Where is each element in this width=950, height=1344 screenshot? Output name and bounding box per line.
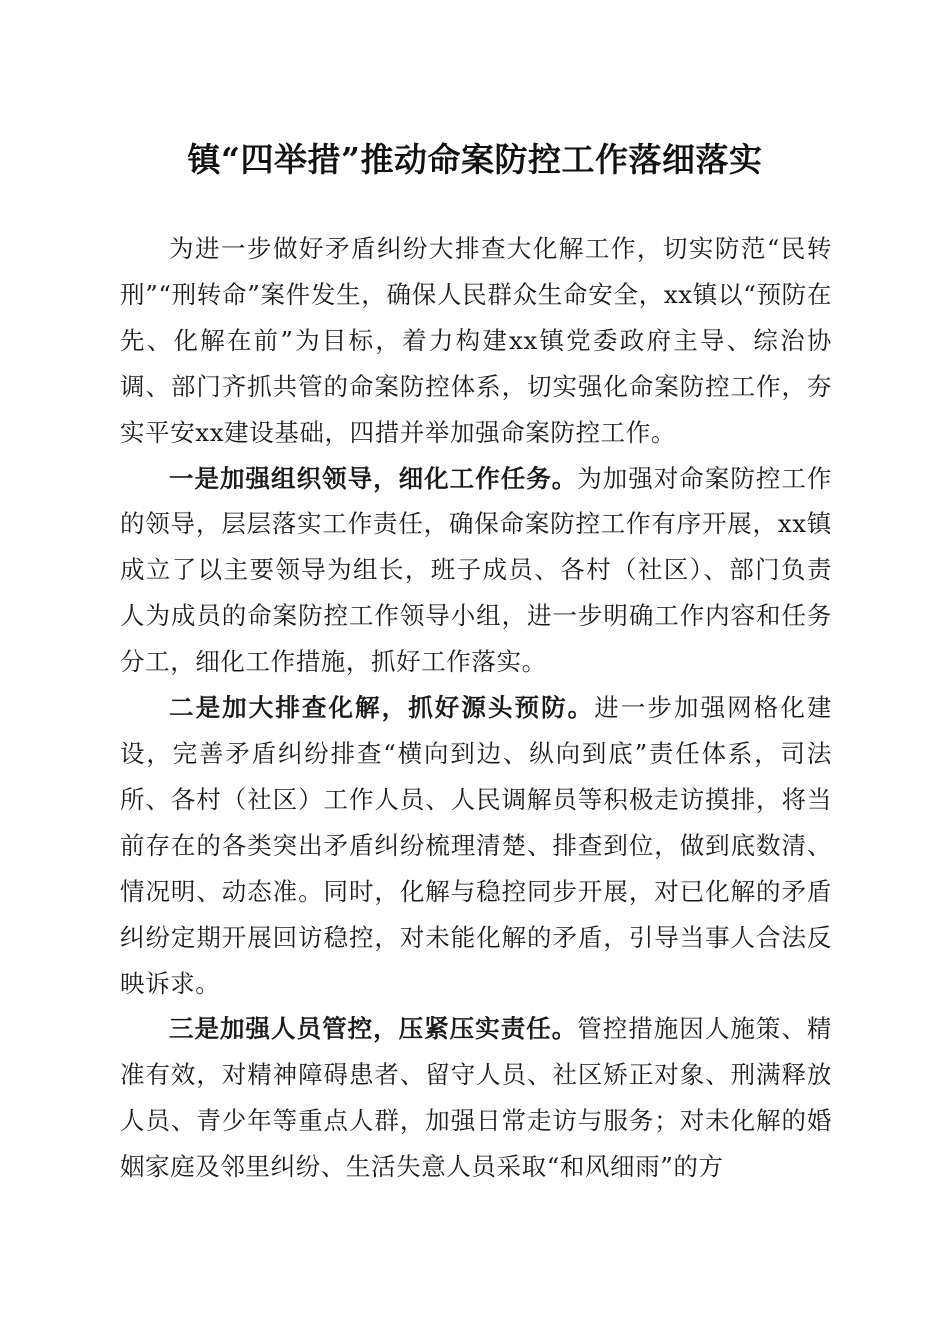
paragraph-lead: 三是加强人员管控，压紧压实责任。 xyxy=(169,1014,578,1044)
paragraph-text: 管控措施因人施策、精准有效，对精神障碍患者、留守人员、社区矫正对象、刑满释放人员、青少年等重点人群，加强日常走访与服务；对未化解的婚姻家庭及邻里纠纷、生活失意人员采取“和风细雨”的方 xyxy=(120,1014,832,1182)
paragraph-text: 为加强对命案防控工作的领导，层层落实工作责任，确保命案防控工作有序开展，xx镇成立了以主要领导为组长，班子成员、各村（社区）、部门负责人为成员的命案防控工作领导小组，进一步明确工作内容和任务分工，细化工作措施，抓好工作落实。 xyxy=(120,463,832,677)
paragraph-lead: 二是加大排查化解，抓好源头预防。 xyxy=(169,693,595,723)
document-title: 镇“四举措”推动命案防控工作落细落实 xyxy=(187,140,763,179)
paragraph-measure-3 xyxy=(120,1006,832,1190)
paragraph-intro xyxy=(120,226,832,456)
paragraph-measure-2 xyxy=(120,685,832,1006)
paragraph-measure-1 xyxy=(120,456,832,686)
document-body xyxy=(120,226,832,1190)
paragraph-text: 进一步加强网格化建设，完善矛盾纠纷排查“横向到边、纵向到底”责任体系，司法所、各村（社区）工作人员、人民调解员等积极走访摸排，将当前存在的各类突出矛盾纠纷梳理清楚、排查到位，做到底数清、情况明、动态准。同时，化解与稳控同步开展，对已化解的矛盾纠纷定期开展回访稳控，对未能化解的矛盾，引导当事人合法反映诉求。 xyxy=(120,693,832,998)
paragraph-lead: 一是加强组织领导，细化工作任务。 xyxy=(169,463,578,493)
paragraph-text: 为进一步做好矛盾纠纷大排查大化解工作，切实防范“民转刑”“刑转命”案件发生，确保人民群众生命安全，xx镇以“预防在先、化解在前”为目标，着力构建xx镇党委政府主导、综治协调、部门齐抓共管的命案防控体系，切实强化命案防控工作，夯实平安xx建设基础，四措并举加强命案防控工作。 xyxy=(120,234,832,447)
